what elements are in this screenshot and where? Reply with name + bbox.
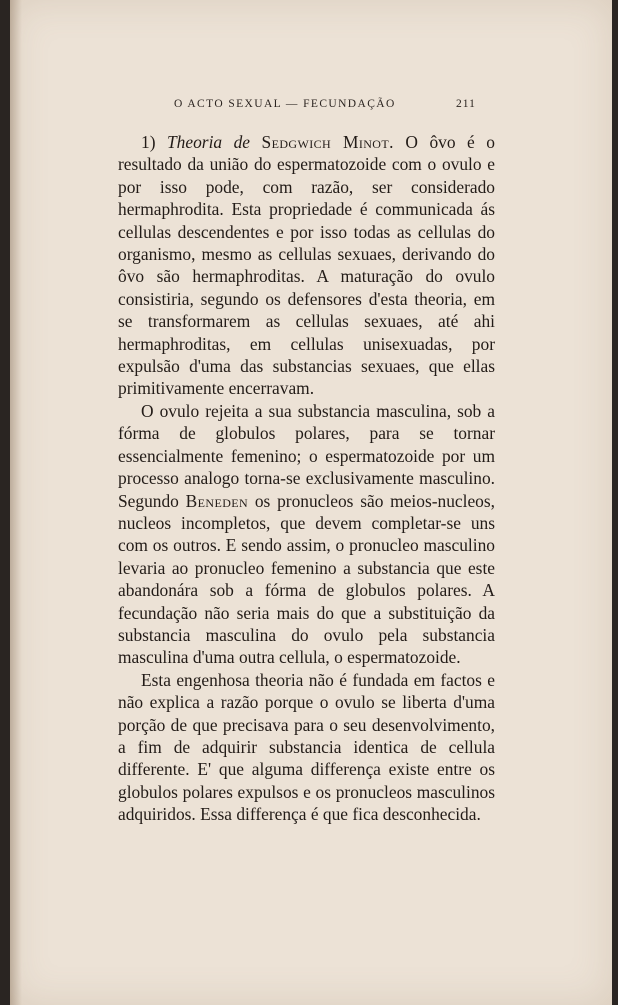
running-header bbox=[10, 98, 612, 118]
theory-label: Theoria de bbox=[167, 132, 251, 152]
author-name-beneden: Beneden bbox=[185, 490, 249, 511]
author-name: Sedgwich Minot. bbox=[261, 132, 394, 152]
paragraph-3-text: Esta engenhosa theoria não é fundada em factos e não explica a razão porque o ovulo se liberta d'uma porção de que precisava para o seu desenvolvimento, a fim de adquirir substancia identica de cellula differente. E' que alguma differença existe entre os globulos polares expulsos e os pronucleos masculinos adquiridos. Essa differença é que fica desconhecida. bbox=[118, 669, 495, 825]
paragraph-2-text-b: os pronucleos são meios-nucleos, nucleos incompletos, que devem completar-se uns com os outros. E sendo assim, o pronucleo masculino levaria ao pronucleo femenino a substancia que este abandonára sob a fórma de globulos polares. A fecundação não seria mais do que a substituição da substancia masculina do ovulo pela substancia masculina d'uma outra cellula, o espermatozoide. bbox=[118, 490, 495, 668]
page-number: 211 bbox=[456, 98, 476, 110]
paragraph-1-text: O ôvo é o resultado da união do espermatozoide com o ovulo e por isso pode, com razão, ser considerado hermaphrodita. Esta propriedade é communicada ás cellulas descendentes e por isso todas as cellulas do organismo, mesmo as cellulas sexuaes, derivando do ôvo são hermaphroditas. A maturação do ovulo consistiria, segundo os defensores d'esta theoria, em se transformarem as cellulas sexuaes, até ahi hermaphroditas, em cellulas unisexuadas, por expulsão d'uma das substancias sexuaes, que ellas primitivamente encerravam. bbox=[118, 132, 495, 399]
book-page bbox=[10, 0, 612, 1005]
item-number: 1) bbox=[141, 132, 156, 152]
page-fold-shadow bbox=[10, 0, 22, 1005]
body-text bbox=[118, 131, 495, 826]
paragraph-1 bbox=[118, 131, 495, 400]
paragraph-2-text-a: O ovulo rejeita a sua substancia masculina, sob a fórma de globulos polares, para se tornar essencialmente femenino; o espermatozoide por um processo analogo torna-se exclusivamente masculino. Segundo bbox=[118, 400, 495, 511]
paragraph-3 bbox=[118, 669, 495, 826]
running-title: O ACTO SEXUAL — FECUNDAÇÃO bbox=[174, 98, 396, 110]
paragraph-2 bbox=[118, 400, 495, 669]
